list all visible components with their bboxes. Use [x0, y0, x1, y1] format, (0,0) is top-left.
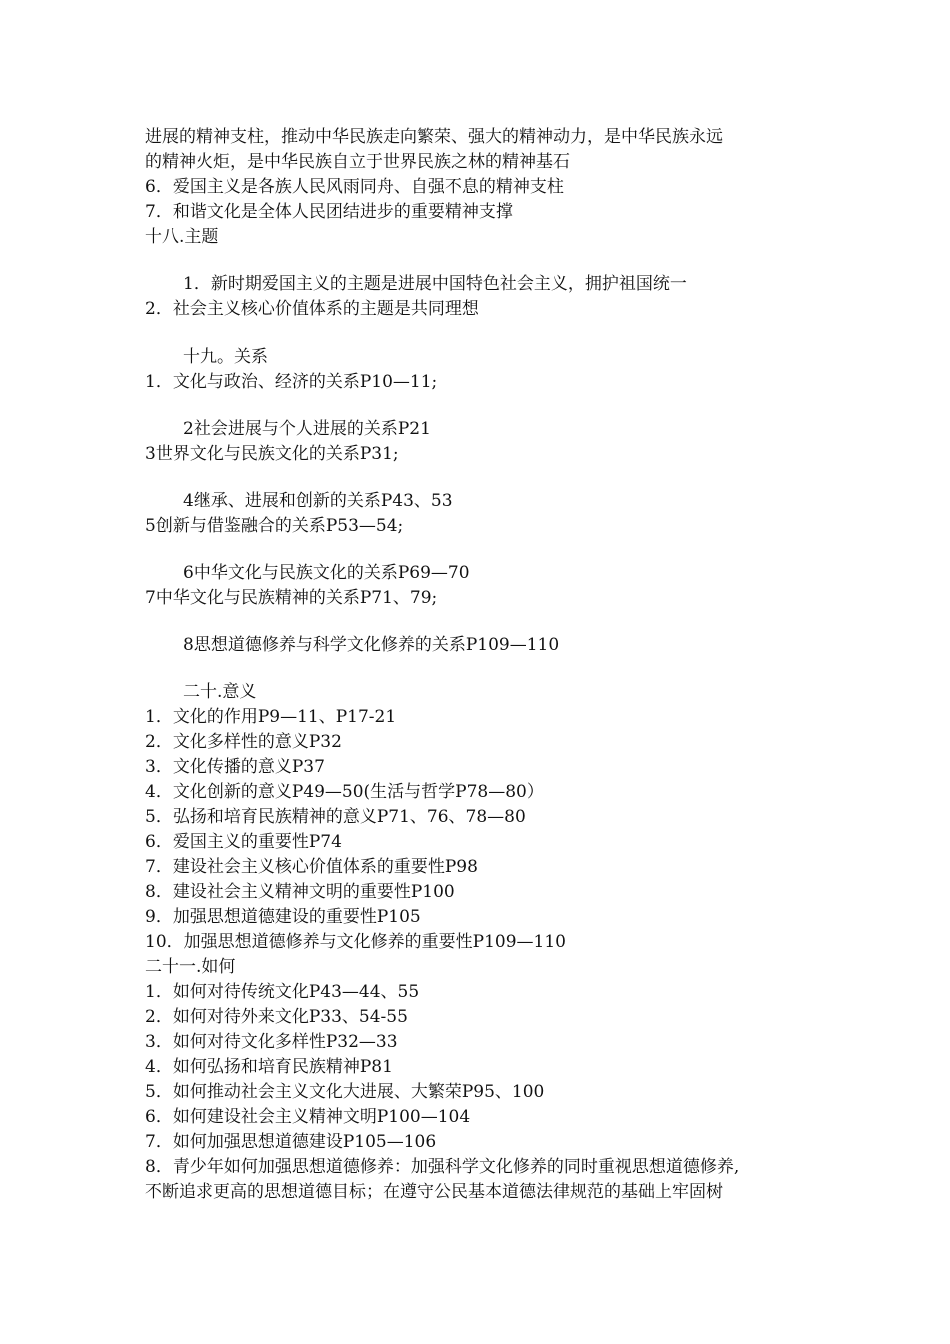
list-item: 6．爱国主义的重要性P74: [145, 832, 342, 852]
list-item: 5创新与借鉴融合的关系P53—54;: [145, 516, 404, 536]
list-item: 3．如何对待文化多样性P32—33: [145, 1032, 398, 1052]
section-heading: 十八.主题: [145, 227, 219, 247]
list-item: 9．加强思想道德建设的重要性P105: [145, 907, 421, 927]
text-line: 的精神火炬，是中华民族自立于世界民族之林的精神基石: [145, 152, 570, 172]
list-item: 1．如何对待传统文化P43—44、55: [145, 982, 420, 1002]
list-item: 7．如何加强思想道德建设P105—106: [145, 1132, 437, 1152]
list-item: 4．文化创新的意义P49—50(生活与哲学P78—80）: [145, 782, 544, 802]
list-item: 2．如何对待外来文化P33、54-55: [145, 1007, 408, 1027]
list-item: 6．爱国主义是各族人民风雨同舟、自强不息的精神支柱: [145, 177, 564, 197]
list-item: 2社会进展与个人进展的关系P21: [183, 419, 431, 439]
list-item: 8．青少年如何加强思想道德修养：加强科学文化修养的同时重视思想道德修养,: [145, 1157, 740, 1177]
list-item: 4继承、进展和创新的关系P43、53: [183, 491, 453, 511]
list-item: 7．建设社会主义核心价值体系的重要性P98: [145, 857, 478, 877]
list-item: 5．弘扬和培育民族精神的意义P71、76、78—80: [145, 807, 526, 827]
list-item: 3．文化传播的意义P37: [145, 757, 325, 777]
list-item: 10．加强思想道德修养与文化修养的重要性P109—110: [145, 932, 566, 952]
list-item: 7中华文化与民族精神的关系P71、79;: [145, 588, 438, 608]
list-item: 3世界文化与民族文化的关系P31;: [145, 444, 399, 464]
list-item: 8思想道德修养与科学文化修养的关系P109—110: [183, 635, 560, 655]
list-item: 1．文化的作用P9—11、P17-21: [145, 707, 397, 727]
list-item: 8．建设社会主义精神文明的重要性P100: [145, 882, 455, 902]
list-item: 1．文化与政治、经济的关系P10—11;: [145, 372, 438, 392]
list-item: 6中华文化与民族文化的关系P69—70: [183, 563, 470, 583]
list-item: 6．如何建设社会主义精神文明P100—104: [145, 1107, 471, 1127]
text-line: 不断追求更高的思想道德目标；在遵守公民基本道德法律规范的基础上牢固树: [145, 1182, 723, 1202]
text-line: 进展的精神支柱，推动中华民族走向繁荣、强大的精神动力，是中华民族永远: [145, 127, 723, 147]
list-item: 2．社会主义核心价值体系的主题是共同理想: [145, 299, 479, 319]
list-item: 7．和谐文化是全体人民团结进步的重要精神支撑: [145, 202, 513, 222]
list-item: 1．新时期爱国主义的主题是进展中国特色社会主义，拥护祖国统一: [183, 274, 687, 294]
section-heading: 十九。关系: [183, 347, 268, 367]
list-item: 4．如何弘扬和培育民族精神P81: [145, 1057, 393, 1077]
section-heading: 二十一.如何: [145, 957, 236, 977]
list-item: 2．文化多样性的意义P32: [145, 732, 342, 752]
list-item: 5．如何推动社会主义文化大进展、大繁荣P95、100: [145, 1082, 545, 1102]
section-heading: 二十.意义: [183, 682, 257, 702]
